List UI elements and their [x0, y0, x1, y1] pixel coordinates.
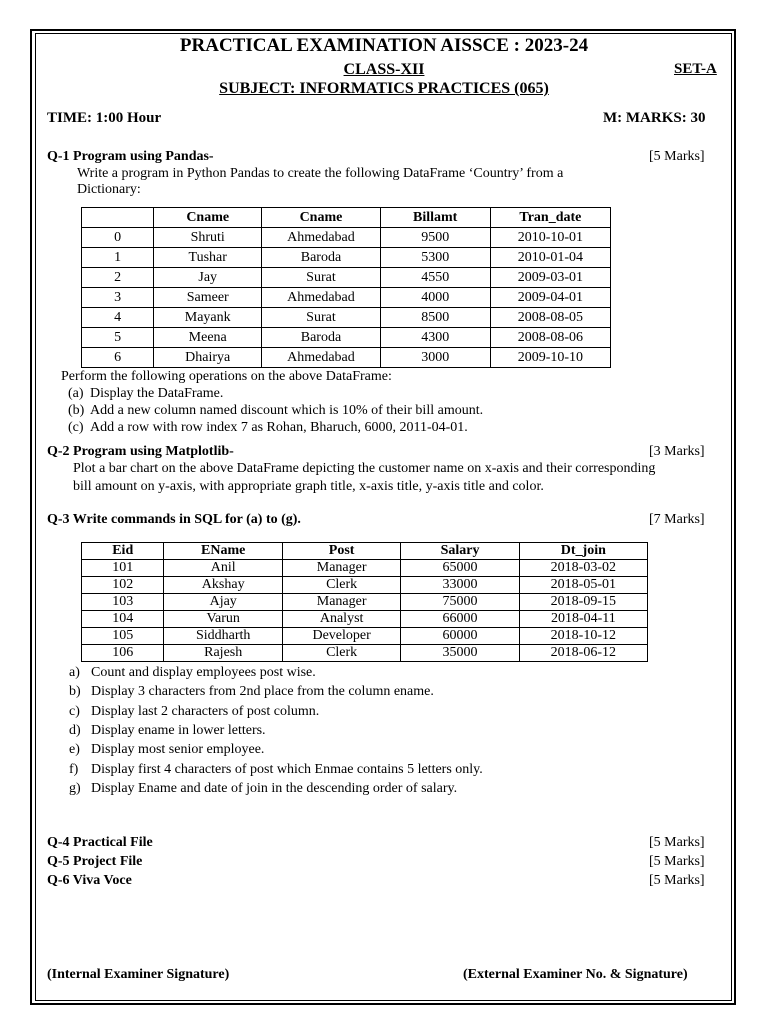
table-row	[82, 348, 611, 368]
table-cell: Dhairya	[154, 348, 262, 368]
table-cell: 4550	[380, 268, 490, 288]
q1-text-line1: Write a program in Python Pandas to create the following DataFrame ‘Country’ from a	[77, 166, 564, 181]
q1-marks: [5 Marks]	[649, 149, 705, 164]
table-cell: 2018-04-11	[519, 611, 647, 628]
set-label: SET-A	[674, 61, 717, 77]
sql-question-item	[69, 665, 316, 681]
table-cell: 33000	[401, 577, 519, 594]
sql-question-item	[69, 762, 483, 778]
table-cell: Analyst	[282, 611, 400, 628]
table-cell: 8500	[380, 308, 490, 328]
table-header-row	[82, 208, 611, 228]
column-header: Tran_date	[490, 208, 610, 228]
table-cell: Rajesh	[164, 645, 282, 662]
table-cell: 65000	[401, 560, 519, 577]
item-text: Display ename in lower letters.	[91, 722, 266, 738]
table-cell: 2009-03-01	[490, 268, 610, 288]
q1-operation-item	[68, 403, 483, 419]
table-cell: Shruti	[154, 228, 262, 248]
table-cell: Surat	[262, 268, 380, 288]
column-header: Post	[282, 543, 400, 560]
table-row	[82, 228, 611, 248]
table-cell: 2008-08-05	[490, 308, 610, 328]
table-row	[82, 328, 611, 348]
sql-question-item	[69, 684, 434, 700]
table-cell: 2010-10-01	[490, 228, 610, 248]
country-dataframe-table	[81, 207, 611, 368]
item-text: Display Ename and date of join in the descending order of salary.	[91, 780, 458, 796]
table-cell: 60000	[401, 628, 519, 645]
table-cell: 106	[82, 645, 164, 662]
table-cell: Varun	[164, 611, 282, 628]
q3-heading: Q-3 Write commands in SQL for (a) to (g).	[47, 512, 301, 527]
item-label: (c)	[68, 420, 84, 435]
table-cell: 2009-10-10	[490, 348, 610, 368]
exam-title: PRACTICAL EXAMINATION AISSCE : 2023-24	[179, 35, 589, 56]
table-cell: 5300	[380, 248, 490, 268]
table-cell: 101	[82, 560, 164, 577]
time-label: TIME: 1:00 Hour	[47, 110, 162, 126]
table-cell: 6	[82, 348, 154, 368]
column-header: EName	[164, 543, 282, 560]
table-cell: Ahmedabad	[262, 348, 380, 368]
table-cell: 2018-10-12	[519, 628, 647, 645]
table-cell: Developer	[282, 628, 400, 645]
item-text: Add a row with row index 7 as Rohan, Bharuch, 6000, 2011-04-01.	[90, 420, 468, 435]
table-cell: 2010-01-04	[490, 248, 610, 268]
item-label: a)	[69, 665, 80, 680]
employee-table	[81, 542, 648, 662]
table-cell: 0	[82, 228, 154, 248]
table-cell: 105	[82, 628, 164, 645]
column-header: Cname	[154, 208, 262, 228]
question-marks: [5 Marks]	[649, 835, 705, 850]
question-heading: Q-5 Project File	[47, 854, 143, 869]
column-header: Billamt	[380, 208, 490, 228]
table-cell: 4000	[380, 288, 490, 308]
table-cell: 2018-05-01	[519, 577, 647, 594]
q3-marks: [7 Marks]	[649, 512, 705, 527]
table-row	[82, 268, 611, 288]
q1-operation-item	[68, 420, 468, 436]
table-cell: Jay	[154, 268, 262, 288]
table-cell: 3	[82, 288, 154, 308]
table-cell: Clerk	[282, 645, 400, 662]
table-cell: 75000	[401, 594, 519, 611]
item-label: d)	[69, 722, 81, 738]
table-cell: 5	[82, 328, 154, 348]
table-cell: 2018-09-15	[519, 594, 647, 611]
q1-heading: Q-1 Program using Pandas-	[47, 149, 214, 164]
question-marks: [5 Marks]	[649, 854, 705, 869]
sql-question-item	[69, 723, 266, 739]
table-cell: Surat	[262, 308, 380, 328]
table-cell: Manager	[282, 594, 400, 611]
table-cell: 2009-04-01	[490, 288, 610, 308]
item-text: Display 3 characters from 2nd place from the column ename.	[91, 684, 434, 700]
table-cell: Ahmedabad	[262, 288, 380, 308]
table-cell: 2008-08-06	[490, 328, 610, 348]
item-text: Count and display employees post wise.	[91, 665, 316, 680]
column-header: Salary	[401, 543, 519, 560]
table-cell: 102	[82, 577, 164, 594]
table-cell: Ajay	[164, 594, 282, 611]
table-cell: Baroda	[262, 328, 380, 348]
table-cell: 66000	[401, 611, 519, 628]
q1-text-line2: Dictionary:	[77, 182, 141, 197]
table-cell: Meena	[154, 328, 262, 348]
table-cell: 4	[82, 308, 154, 328]
item-label: e)	[69, 742, 80, 758]
sql-question-item	[69, 781, 457, 797]
item-label: (b)	[68, 403, 85, 418]
q2-text-line1: Plot a bar chart on the above DataFrame depicting the customer name on x-axis and their corresponding	[73, 461, 656, 476]
sql-question-item	[69, 704, 319, 720]
item-text: Display first 4 characters of post which Enmae contains 5 letters only.	[91, 761, 483, 777]
table-cell: Mayank	[154, 308, 262, 328]
item-text: Add a new column named discount which is 10% of their bill amount.	[90, 403, 484, 418]
table-cell: Anil	[164, 560, 282, 577]
table-row	[82, 628, 648, 645]
table-row	[82, 645, 648, 662]
q2-text-line2: bill amount on y-axis, with appropriate graph title, x-axis title, y-axis title and color.	[73, 479, 544, 494]
sql-question-item	[69, 742, 264, 758]
item-label: g)	[69, 780, 81, 796]
item-label: c)	[69, 703, 80, 719]
table-row	[82, 594, 648, 611]
table-cell: 2	[82, 268, 154, 288]
table-cell: 103	[82, 594, 164, 611]
q1-operation-item	[68, 386, 223, 402]
table-cell: 4300	[380, 328, 490, 348]
item-text: Display the DataFrame.	[90, 386, 224, 401]
table-cell: 1	[82, 248, 154, 268]
table-cell: Clerk	[282, 577, 400, 594]
table-cell: Siddharth	[164, 628, 282, 645]
column-header: Eid	[82, 543, 164, 560]
item-text: Display most senior employee.	[91, 742, 265, 758]
table-cell: 9500	[380, 228, 490, 248]
table-header-row	[82, 543, 648, 560]
subject-label: SUBJECT: INFORMATICS PRACTICES (065)	[219, 80, 549, 97]
table-cell: Manager	[282, 560, 400, 577]
table-cell: Tushar	[154, 248, 262, 268]
table-cell: 35000	[401, 645, 519, 662]
column-header: Cname	[262, 208, 380, 228]
item-label: f)	[69, 761, 79, 777]
item-text: Display last 2 characters of post column.	[91, 703, 320, 719]
column-header	[82, 208, 154, 228]
table-cell: Akshay	[164, 577, 282, 594]
q1-operations-intro: Perform the following operations on the above DataFrame:	[61, 369, 392, 384]
table-row	[82, 288, 611, 308]
table-row	[82, 577, 648, 594]
table-row	[82, 248, 611, 268]
max-marks-label: M: MARKS: 30	[603, 110, 706, 126]
q2-heading: Q-2 Program using Matplotlib-	[47, 444, 234, 459]
table-row	[82, 308, 611, 328]
q2-marks: [3 Marks]	[649, 444, 705, 459]
item-label: (a)	[68, 386, 84, 401]
class-label: CLASS-XII	[343, 61, 425, 78]
table-cell: Ahmedabad	[262, 228, 380, 248]
table-cell: 2018-06-12	[519, 645, 647, 662]
item-label: b)	[69, 684, 81, 700]
question-marks: [5 Marks]	[649, 873, 705, 888]
table-row	[82, 611, 648, 628]
table-row	[82, 560, 648, 577]
column-header: Dt_join	[519, 543, 647, 560]
table-cell: 104	[82, 611, 164, 628]
table-cell: Sameer	[154, 288, 262, 308]
table-cell: 3000	[380, 348, 490, 368]
external-examiner-signature: (External Examiner No. & Signature)	[463, 967, 688, 982]
question-heading: Q-6 Viva Voce	[47, 873, 132, 888]
internal-examiner-signature: (Internal Examiner Signature)	[47, 967, 230, 982]
question-heading: Q-4 Practical File	[47, 835, 153, 850]
table-cell: 2018-03-02	[519, 560, 647, 577]
table-cell: Baroda	[262, 248, 380, 268]
